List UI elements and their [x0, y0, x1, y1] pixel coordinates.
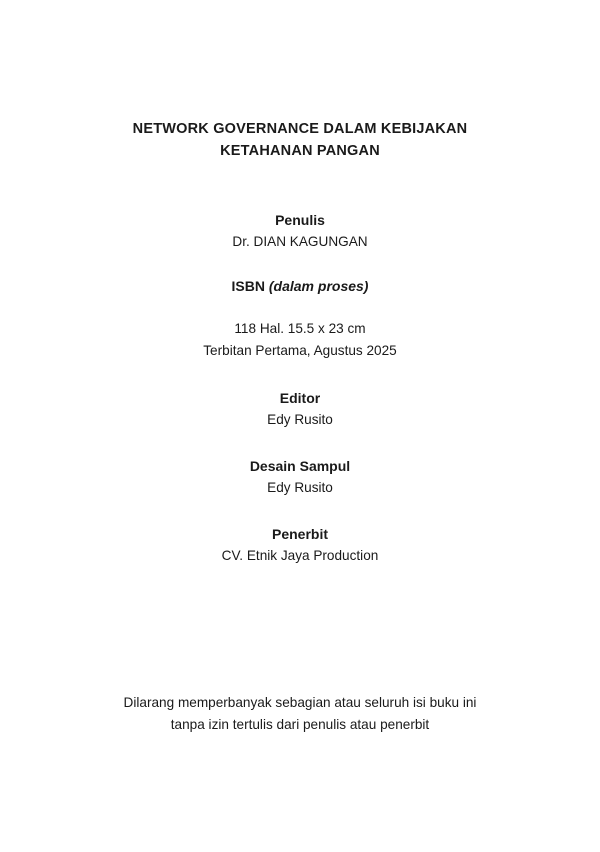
specs-section [0, 318, 600, 362]
editor-section [0, 387, 600, 431]
title-line-1: NETWORK GOVERNANCE DALAM KEBIJAKAN [132, 121, 468, 137]
author-section [0, 209, 600, 253]
editor-name: Edy Rusito [267, 411, 333, 427]
cover-design-section [0, 455, 600, 499]
cover-design-name: Edy Rusito [267, 480, 333, 496]
publisher-name: CV. Etnik Jaya Production [221, 548, 379, 564]
isbn-label: ISBN [231, 278, 269, 295]
author-name: Dr. DIAN KAGUNGAN [232, 234, 368, 250]
author-heading: Penulis [275, 211, 325, 228]
isbn-heading [0, 275, 600, 297]
copyright-line-1: Dilarang memperbanyak sebagian atau seluruh isi buku ini [123, 695, 477, 710]
copyright-notice [0, 692, 600, 736]
document-content [0, 118, 600, 567]
isbn-section [0, 275, 600, 297]
spec-dimensions: 118 Hal. 15.5 x 23 cm [234, 321, 366, 337]
title-line-2: KETAHANAN PANGAN [220, 143, 380, 160]
copyright-line-2: tanpa izin tertulis dari penulis atau penerbit [170, 717, 430, 733]
editor-heading: Editor [279, 389, 321, 406]
isbn-status: (dalam proses) [268, 278, 369, 295]
publisher-heading: Penerbit [271, 525, 328, 542]
spec-edition: Terbitan Pertama, Agustus 2025 [203, 343, 397, 359]
book-title [80, 118, 520, 163]
publisher-section [0, 523, 600, 567]
cover-design-heading: Desain Sampul [249, 457, 351, 474]
